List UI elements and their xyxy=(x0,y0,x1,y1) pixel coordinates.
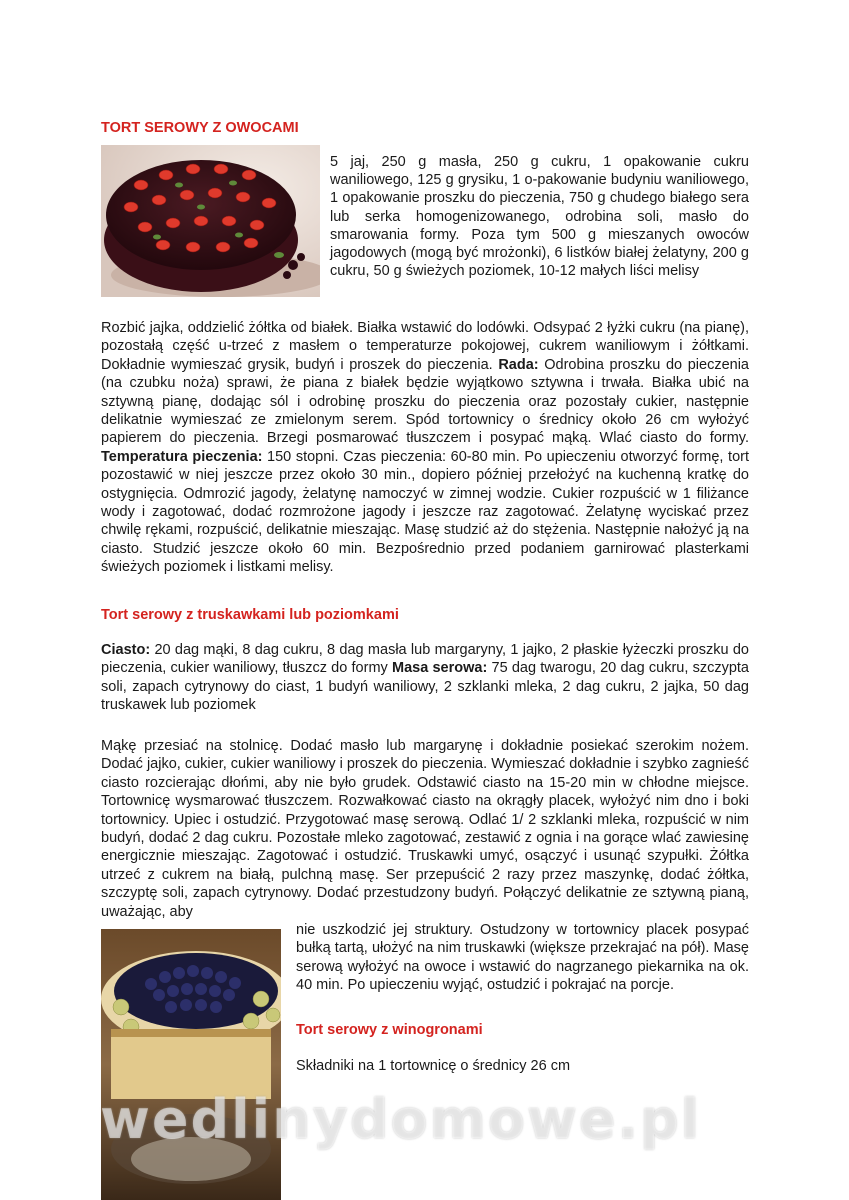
recipe1-ingredients: 5 jaj, 250 g masła, 250 g cukru, 1 opakowanie cukru waniliowego, 125 g grysiku, 1 o-pakowanie budyniu waniliowego, 1 opakowanie proszku do pieczenia, 750 g chudego białego sera lub serka homogenizowanego, odrobina soli, masło do smarowania formy. Poza tym 500 g mieszanych owoców jagodowych (mogą być mrożonki), 6 listków białej żelatyny, 200 g cukru, 50 g świeżych poziomek, 10-12 małych liści melisy xyxy=(330,154,749,280)
recipe2-ingredients xyxy=(101,641,749,715)
watermark: wedlinydomowe.pl xyxy=(100,1088,702,1151)
recipe3-intro: Składniki na 1 tortownicę o średnicy 26 cm xyxy=(296,1058,571,1074)
recipe1-method-part3: 150 stopni. Czas pieczenia: 60-80 min. Po upieczeniu otworzyć formę, tort pozostawić w niej jeszcze przez około 30 min., dopiero później przełożyć na kuchenną kratkę do ostygnięcia. Odmrozić jagody, żelatynę namoczyć w zimnej wodzie. Cukier rozpuścić w 1 filiżance wody i zagotować, dodać rozmrożone jagody i jeszcze raz zagotować. Żelatynę wyciskać przez chwilę rękami, rozpuścić, delikatnie mieszając. Masę studzić aż do stężenia. Następnie nałożyć ją na ciasto. Studzić jeszcze około 60 min. Bezpośrednio przed podaniem garnirować plasterkami świeżych poziomek i listkami melisy. xyxy=(101,448,749,576)
recipe1-method-part1: Rozbić jajka, oddzielić żółtka od białek. Białka wstawić do lodówki. Odsypać 2 łyżki cukru (na pianę), pozostałą część u-trzeć z masłem o temperaturze pokojowej, cukrem waniliowym i żółtkami. Dokładnie wymieszać grysik, budyń i proszek do pieczenia. xyxy=(101,320,749,373)
temperature-label: Temperatura pieczenia: xyxy=(101,448,263,465)
recipe2-method: Mąkę przesiać na stolnicę. Dodać masło lub margarynę i dokładnie posiekać szerokim nożem. Dodać jajko, cukier, cukier waniliowy i proszek do pieczenia. Wymieszać dokładnie i szybko zagnieść ciasto rozcierając dłońmi, aby nie było grudek. Odstawić ciasto na 15-20 min w chłodne miejsce. Tortownicę wysmarować tłuszczem. Rozwałkować ciasto na okrągły placek, wyłożyć nim dno i boki tortownicy. Upiec i ostudzić. Przygotować masę serową. Odlać 1/ 2 szklanki mleka, rozpuścić w nim budyń, dodać 2 dag cukru. Pozostałe mleko zagotować, zestawić z ognia i na gorące wlać zawiesinę energicznie mieszając. Zagotować i ostudzić. Truskawki umyć, osączyć i usunąć szypułki. Żółtka utrzeć z cukrem na białą, pulchną masę. Ser przepuścić 2 razy przez maszynkę, dodać żółtka, szczyptę soli, zapach cytrynowy. Dodać przestudzony budyń. Połączyć delikatnie ze sztywną pianą, uważając, aby xyxy=(101,738,749,920)
recipe1-method-part2: Odrobina proszku do pieczenia (na czubku noża) sprawi, że piana z białek będzie wyjątkowo sztywna i trwała. Białka ubić na sztywną pianę, dodając sól i odrobinę proszku do pieczenia oraz pozostały cukier, następnie delikatnie wymieszać ze zmielonym serem. Spód tortownicy o średnicy około 26 cm wyłożyć papierem do pieczenia. Brzegi posmarować tłuszczem i posypać mąką. Wlać ciasto do formy. xyxy=(101,356,749,447)
recipe2-method-wrap: nie uszkodzić jej struktury. Ostudzony w tortownicy placek posypać bułką tartą, ułożyć na nim truskawki (większe przekrajać na pół). Masę serową wyłożyć na owoce i wstawić do nagrzanego piekarnika na ok. 40 min. Po upieczeniu wyjąć, ostudzić i pokrajać na porcje. xyxy=(296,922,749,994)
cake-photo-icon xyxy=(101,145,320,297)
masa-serowa-label: Masa serowa: xyxy=(392,660,488,677)
grape-cake-photo-icon xyxy=(101,929,281,1200)
ciasto-label: Ciasto: xyxy=(101,642,151,658)
recipe2-title: Tort serowy z truskawkami lub poziomkami xyxy=(101,607,399,623)
recipe2-ingredients-part2: 75 dag twarogu, 20 dag cukru, szczypta soli, zapach cytrynowy do ciast, 1 budyń waniliowy, 2 szklanki mleka, 2 dag cukru, 2 jajka, 50 dag truskawek lub poziomek xyxy=(101,660,749,714)
recipe2-photo xyxy=(101,929,281,1200)
rada-label: Rada: xyxy=(498,356,539,373)
recipe1-method xyxy=(101,319,749,577)
recipe3-title: Tort serowy z winogronami xyxy=(296,1022,483,1038)
recipe2-ingredients-part1: 20 dag mąki, 8 dag cukru, 8 dag masła lub margaryny, 1 jajko, 2 płaskie łyżeczki proszku do pieczenia, cukier waniliowy, tłuszcz do formy xyxy=(101,642,749,677)
recipe1-photo xyxy=(101,145,320,297)
recipe1-title: TORT SEROWY Z OWOCAMI xyxy=(101,120,299,136)
